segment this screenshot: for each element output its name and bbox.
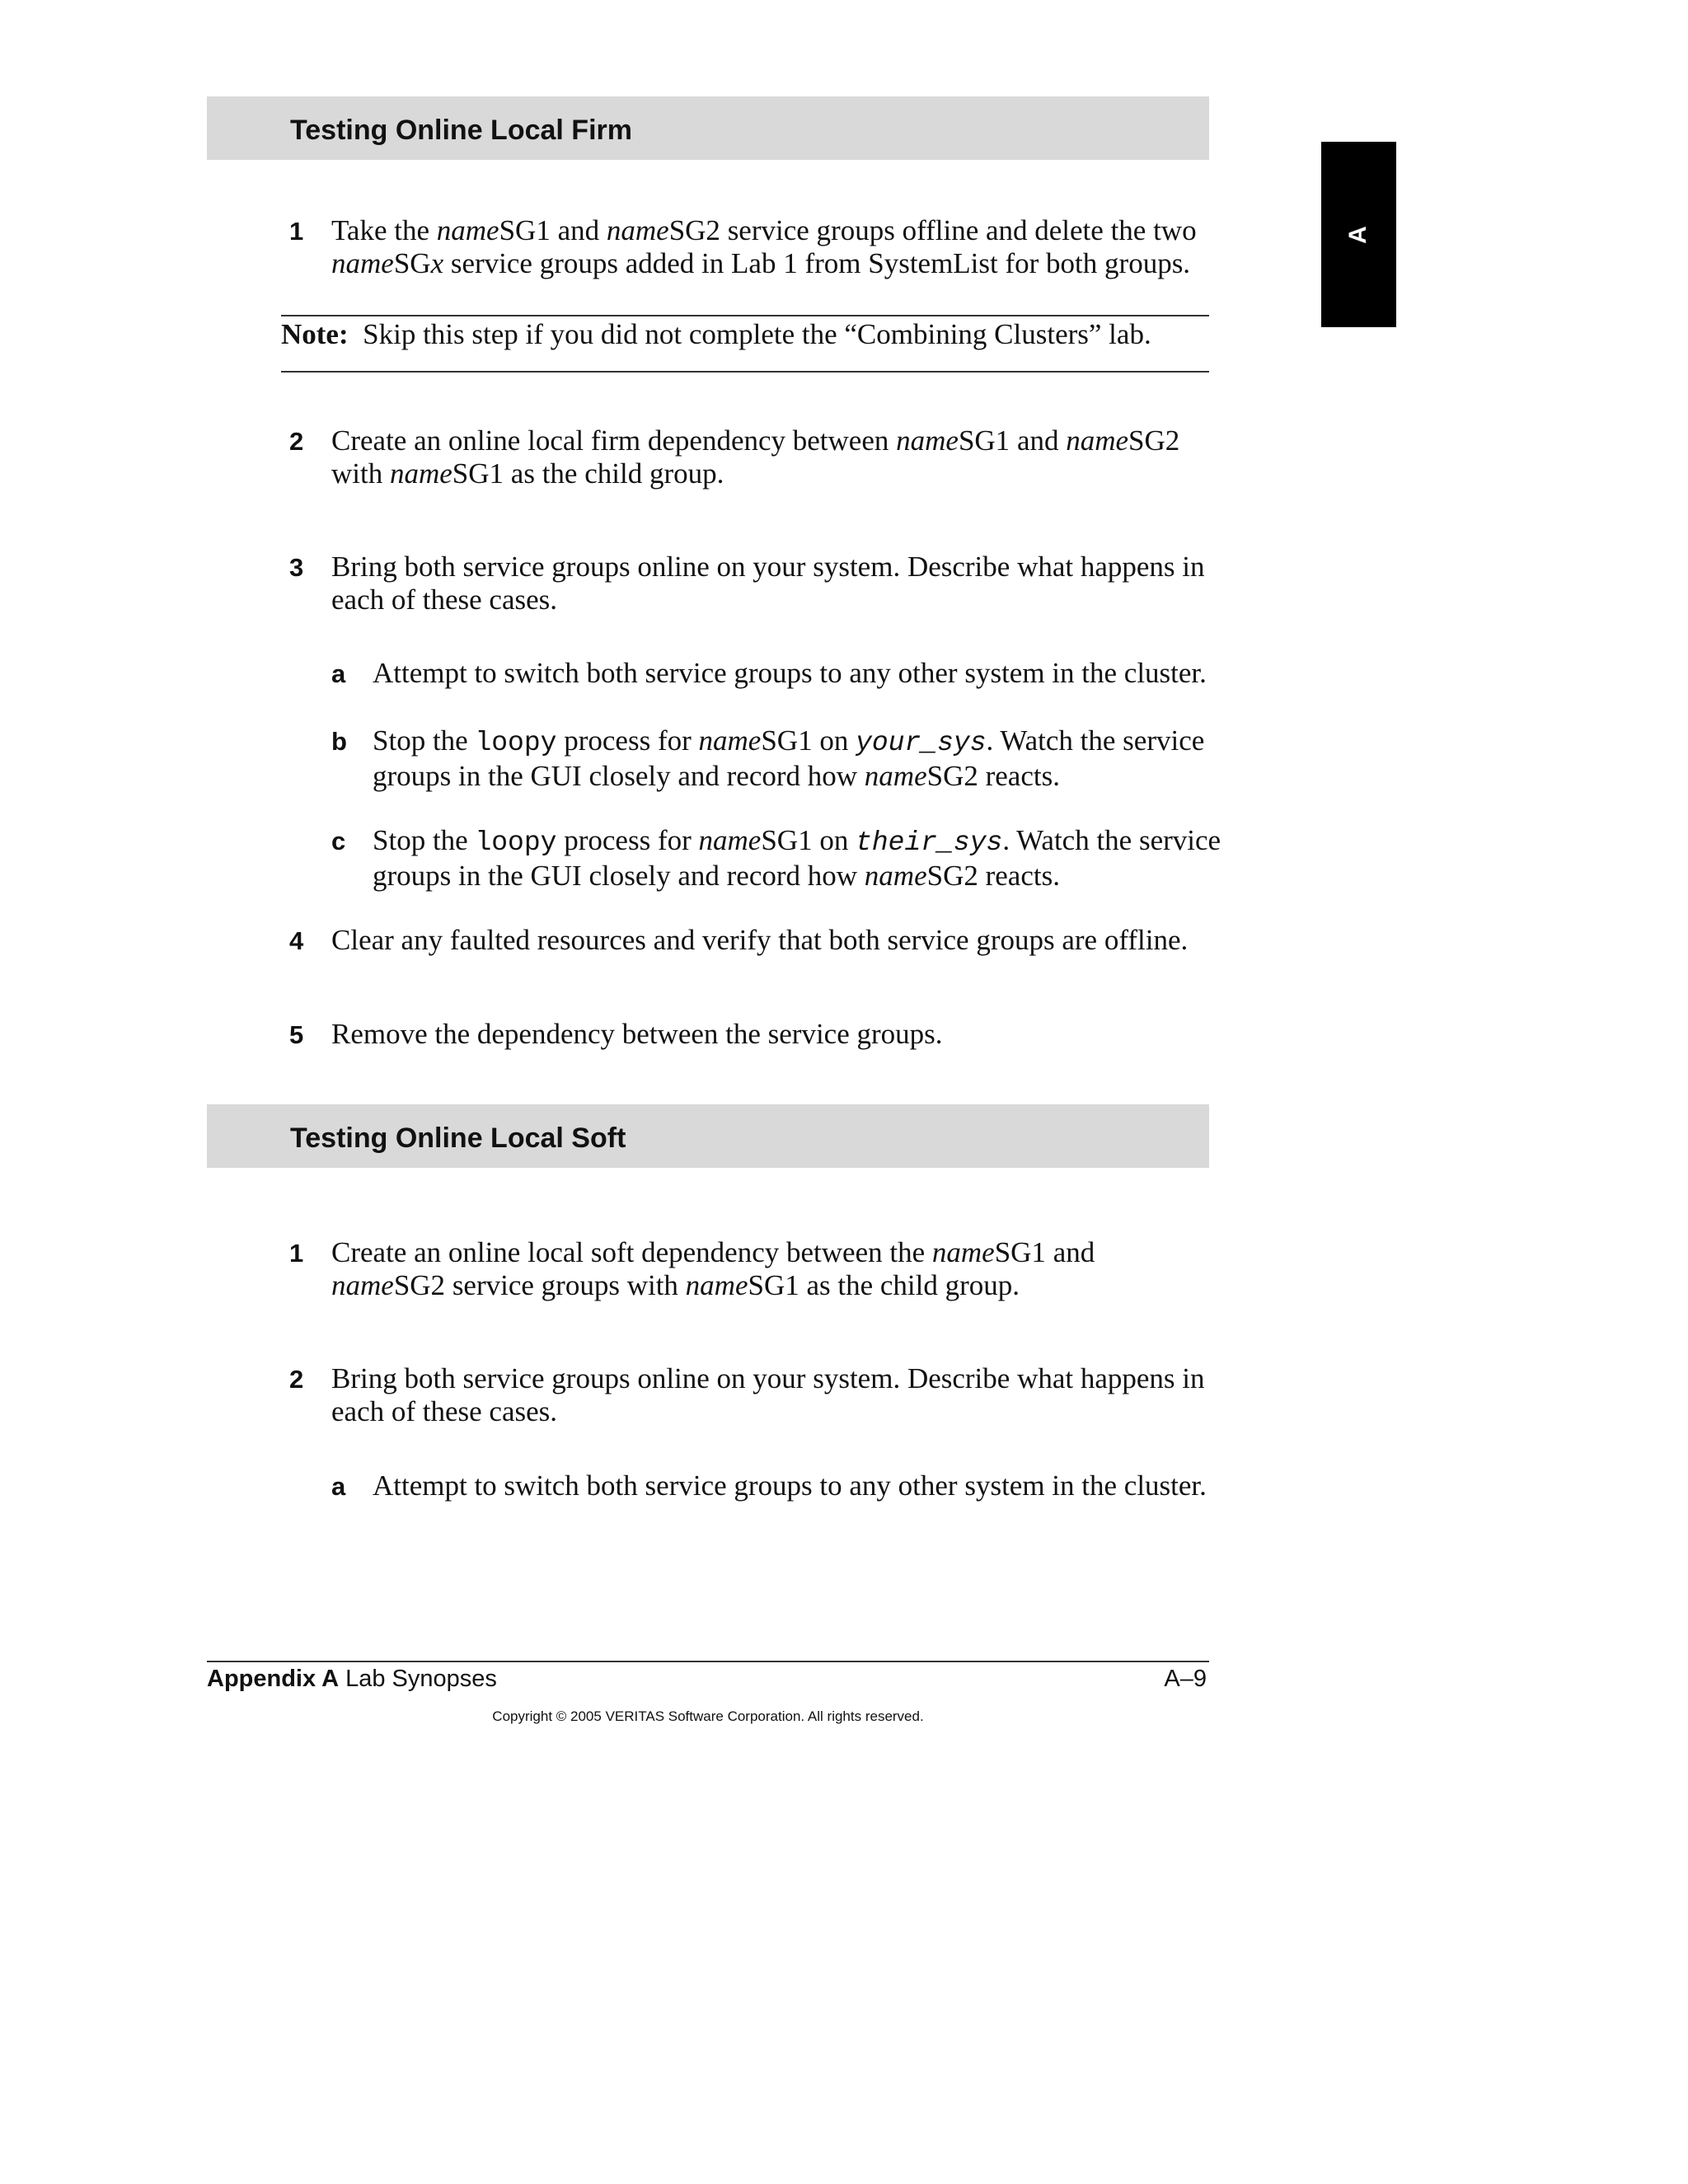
step-number: 4: [289, 926, 304, 955]
step-text: Bring both service groups online on your system. Describe what happens in each of these cases.: [331, 1362, 1205, 1427]
page-number: A–9: [1164, 1666, 1207, 1692]
copyright-notice: Copyright © 2005 VERITAS Software Corporation. All rights reserved.: [492, 1708, 924, 1724]
step-text: Bring both service groups online on your system. Describe what happens in each of these cases.: [331, 551, 1205, 616]
step-number: 2: [289, 1365, 304, 1394]
section-header-online-local-firm: [207, 96, 1209, 160]
note-label: Note:: [281, 318, 349, 350]
step-text: Remove the dependency between the service groups.: [331, 1018, 943, 1050]
step-text: Create an online local firm dependency between nameSG1 and nameSG2 with nameSG1 as the child group.: [331, 424, 1180, 490]
footer-appendix-title: Appendix A Lab Synopses: [207, 1666, 497, 1692]
step-number: 2: [289, 427, 304, 456]
step-number: 3: [289, 553, 304, 582]
substep-label: a: [331, 659, 346, 688]
section-title: Testing Online Local Firm: [290, 115, 632, 146]
note-text: Skip this step if you did not complete the “Combining Clusters” lab.: [363, 318, 1151, 350]
substep-label: a: [331, 1472, 346, 1501]
substep-text: Attempt to switch both service groups to any other system in the cluster.: [373, 657, 1207, 689]
appendix-side-tab: [1321, 142, 1396, 327]
substep-label: c: [331, 827, 346, 855]
side-tab-label: A: [1344, 226, 1372, 244]
note-bottom-rule: [281, 371, 1209, 373]
step-text: Create an online local soft dependency between the nameSG1 and nameSG2 service groups with nameSG1 as the child group.: [331, 1236, 1095, 1301]
note-top-rule: [281, 315, 1209, 316]
substep-label: b: [331, 727, 347, 756]
substep-text: Stop the loopy process for nameSG1 on your_sys. Watch the service groups in the GUI closely and record how nameSG2 reacts.: [373, 724, 1205, 792]
step-text: Take the nameSG1 and nameSG2 service groups offline and delete the two nameSGx service groups added in Lab 1 from SystemList for both groups.: [331, 214, 1197, 279]
note: [281, 318, 1212, 351]
step-number: 5: [289, 1020, 304, 1049]
section-title: Testing Online Local Soft: [290, 1122, 626, 1154]
substep-text: Attempt to switch both service groups to any other system in the cluster.: [373, 1469, 1207, 1502]
step-number: 1: [289, 217, 304, 246]
step-text: Clear any faulted resources and verify that both service groups are offline.: [331, 924, 1189, 956]
substep-text: Stop the loopy process for nameSG1 on their_sys. Watch the service groups in the GUI closely and record how nameSG2 reacts.: [373, 824, 1221, 892]
footer-rule: [207, 1661, 1209, 1662]
section-header-online-local-soft: [207, 1104, 1209, 1168]
step-number: 1: [289, 1239, 304, 1268]
